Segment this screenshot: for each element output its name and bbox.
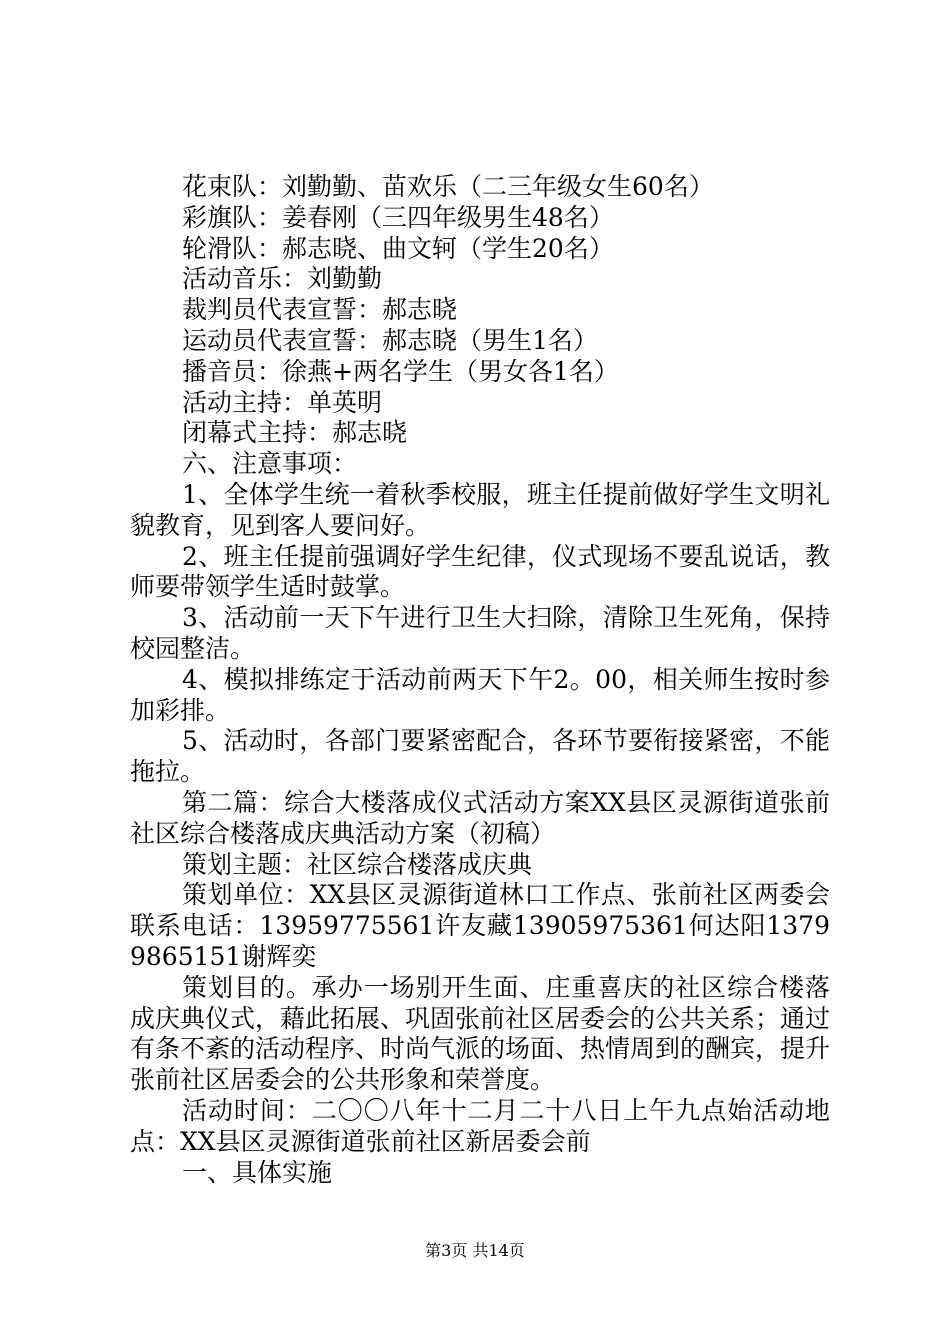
paragraph: 活动时间：二〇〇八年十二月二十八日上午九点始活动地点：XX县区灵源街道张前社区新居委会前: [130, 1095, 830, 1156]
paragraph: 运动员代表宣誓：郝志晓（男生1名）: [182, 325, 598, 355]
document-body: [130, 172, 830, 1188]
paragraph: 活动音乐：刘勤勤: [182, 264, 383, 294]
paragraph: 活动主持：单英明: [182, 387, 383, 417]
paragraph: 彩旗队：姜春刚（三四年级男生48名）: [182, 202, 614, 232]
paragraph: 裁判员代表宣誓：郝志晓: [182, 295, 458, 325]
paragraph: 闭幕式主持：郝志晓: [182, 418, 408, 448]
paragraph: 策划主题：社区综合楼落成庆典: [182, 849, 533, 879]
chapter-heading: 第二篇：综合大楼落成仪式活动方案XX县区灵源街道张前社区综合楼落成庆典活动方案（初稿）: [130, 787, 830, 848]
paragraph: 5、活动时，各部门要紧密配合，各环节要衔接紧密，不能拖拉。: [130, 726, 830, 787]
paragraph: 4、模拟排练定于活动前两天下午2。00，相关师生按时参加彩排。: [130, 664, 830, 725]
page-number-footer: 第3页 共14页: [425, 1241, 525, 1260]
paragraph: 策划目的。承办一场别开生面、庄重喜庆的社区综合楼落成庆典仪式，藉此拓展、巩固张前社区居委会的公共关系；通过有条不紊的活动程序、时尚气派的场面、热情周到的酬宾，提升张前社区居委会的公共形象和荣誉度。: [130, 972, 831, 1095]
paragraph: 轮滑队：郝志晓、曲文轲（学生20名）: [182, 233, 614, 263]
section-heading: 六、注意事项：: [182, 449, 358, 479]
section-heading: 一、具体实施: [182, 1157, 333, 1187]
paragraph: 2、班主任提前强调好学生纪律，仪式现场不要乱说话，教师要带领学生适时鼓掌。: [130, 541, 830, 602]
paragraph: 策划单位：XX县区灵源街道林口工作点、张前社区两委会联系电话：13959775561许友藏13905975361何达阳13799865151谢辉奕: [130, 880, 830, 971]
paragraph: 3、活动前一天下午进行卫生大扫除，清除卫生死角，保持校园整洁。: [130, 603, 830, 663]
paragraph: 花束队：刘勤勤、苗欢乐（二三年级女生60名）: [182, 172, 714, 201]
paragraph: 1、全体学生统一着秋季校服，班主任提前做好学生文明礼貌教育，见到客人要问好。: [130, 479, 830, 540]
paragraph: 播音员：徐燕+两名学生（男女各1名）: [182, 356, 619, 386]
